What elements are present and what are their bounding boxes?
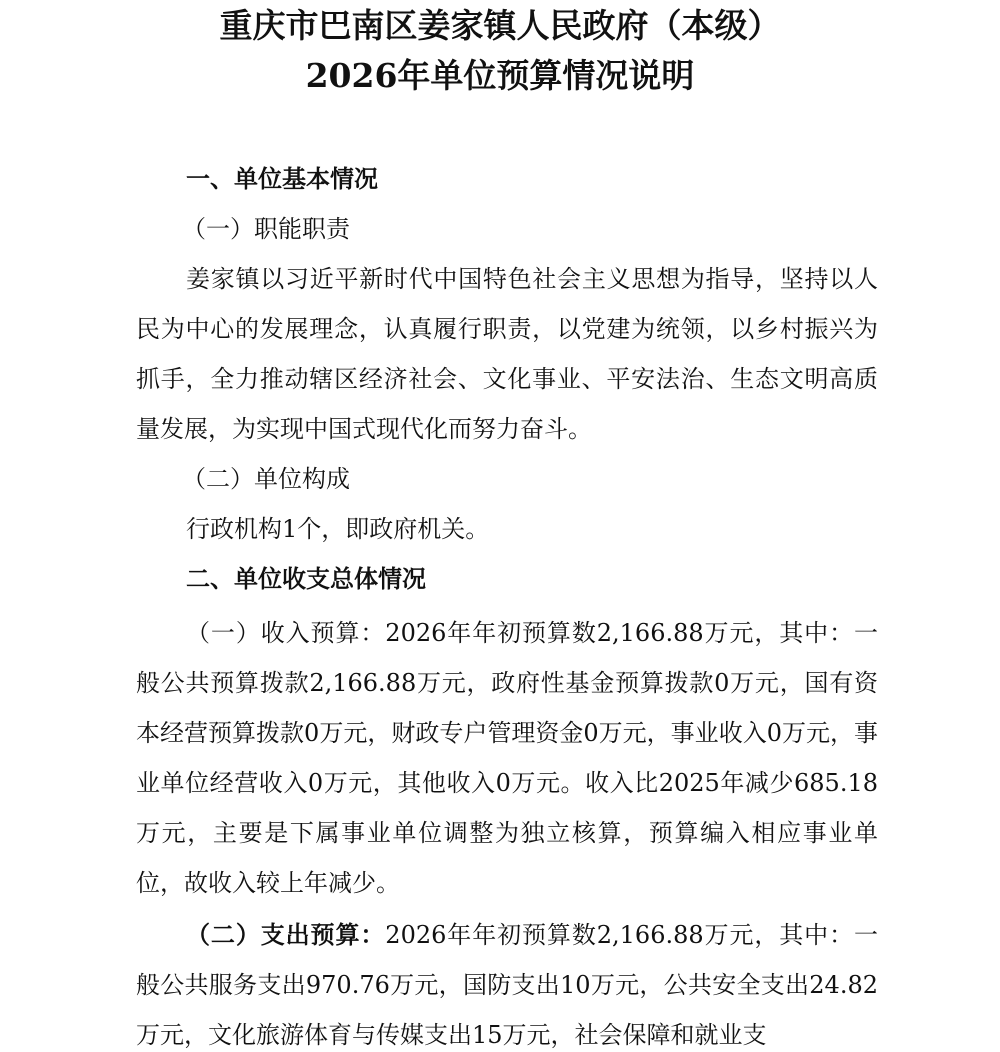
document-title-line2: 2026年单位预算情况说明	[305, 56, 695, 95]
income-budget-label: （一）收入预算：	[186, 619, 386, 647]
expenditure-budget-text: 2026年年初预算数2,166.88万元，其中：一般公共服务支出970.76万元，国防支出10万元，公共安全支出24.82万元，文化旅游体育与传媒支出15万元，社会保障和就业支	[136, 921, 879, 1049]
section-2-income	[136, 608, 878, 908]
section-1-heading: 一、单位基本情况	[186, 165, 378, 193]
section-1	[136, 154, 878, 604]
section-1-subheading-1: （一）职能职责	[182, 215, 350, 243]
section-2-paragraph-1	[136, 608, 878, 908]
expenditure-budget-label: （二）支出预算：	[186, 920, 386, 949]
section-1-subheading-2: （二）单位构成	[182, 465, 350, 493]
section-2-paragraph-2	[136, 910, 878, 1052]
document-title-line1: 重庆市巴南区姜家镇人民政府（本级）	[219, 6, 781, 45]
section-1-paragraph-2: 行政机构1个，即政府机关。	[186, 515, 490, 543]
section-2-heading: 二、单位收支总体情况	[186, 565, 426, 593]
income-budget-text: 2026年年初预算数2,166.88万元，其中：一般公共预算拨款2,166.88万元，政府性基金预算拨款0万元，国有资本经营预算拨款0万元，财政专户管理资金0万元，事业收入0万元，事业单位经营收入0万元，其他收入0万元。收入比2025年减少685.18万元，主要是下属事业单位调整为独立核算，预算编入相应事业单位，故收入较上年减少。	[136, 619, 879, 897]
section-1-paragraph-1: 姜家镇以习近平新时代中国特色社会主义思想为指导，坚持以人民为中心的发展理念，认真履行职责，以党建为统领，以乡村振兴为抓手，全力推动辖区经济社会、文化事业、平安法治、生态文明高质量发展，为实现中国式现代化而努力奋斗。	[136, 265, 878, 443]
section-2-expenditure	[136, 910, 878, 1052]
